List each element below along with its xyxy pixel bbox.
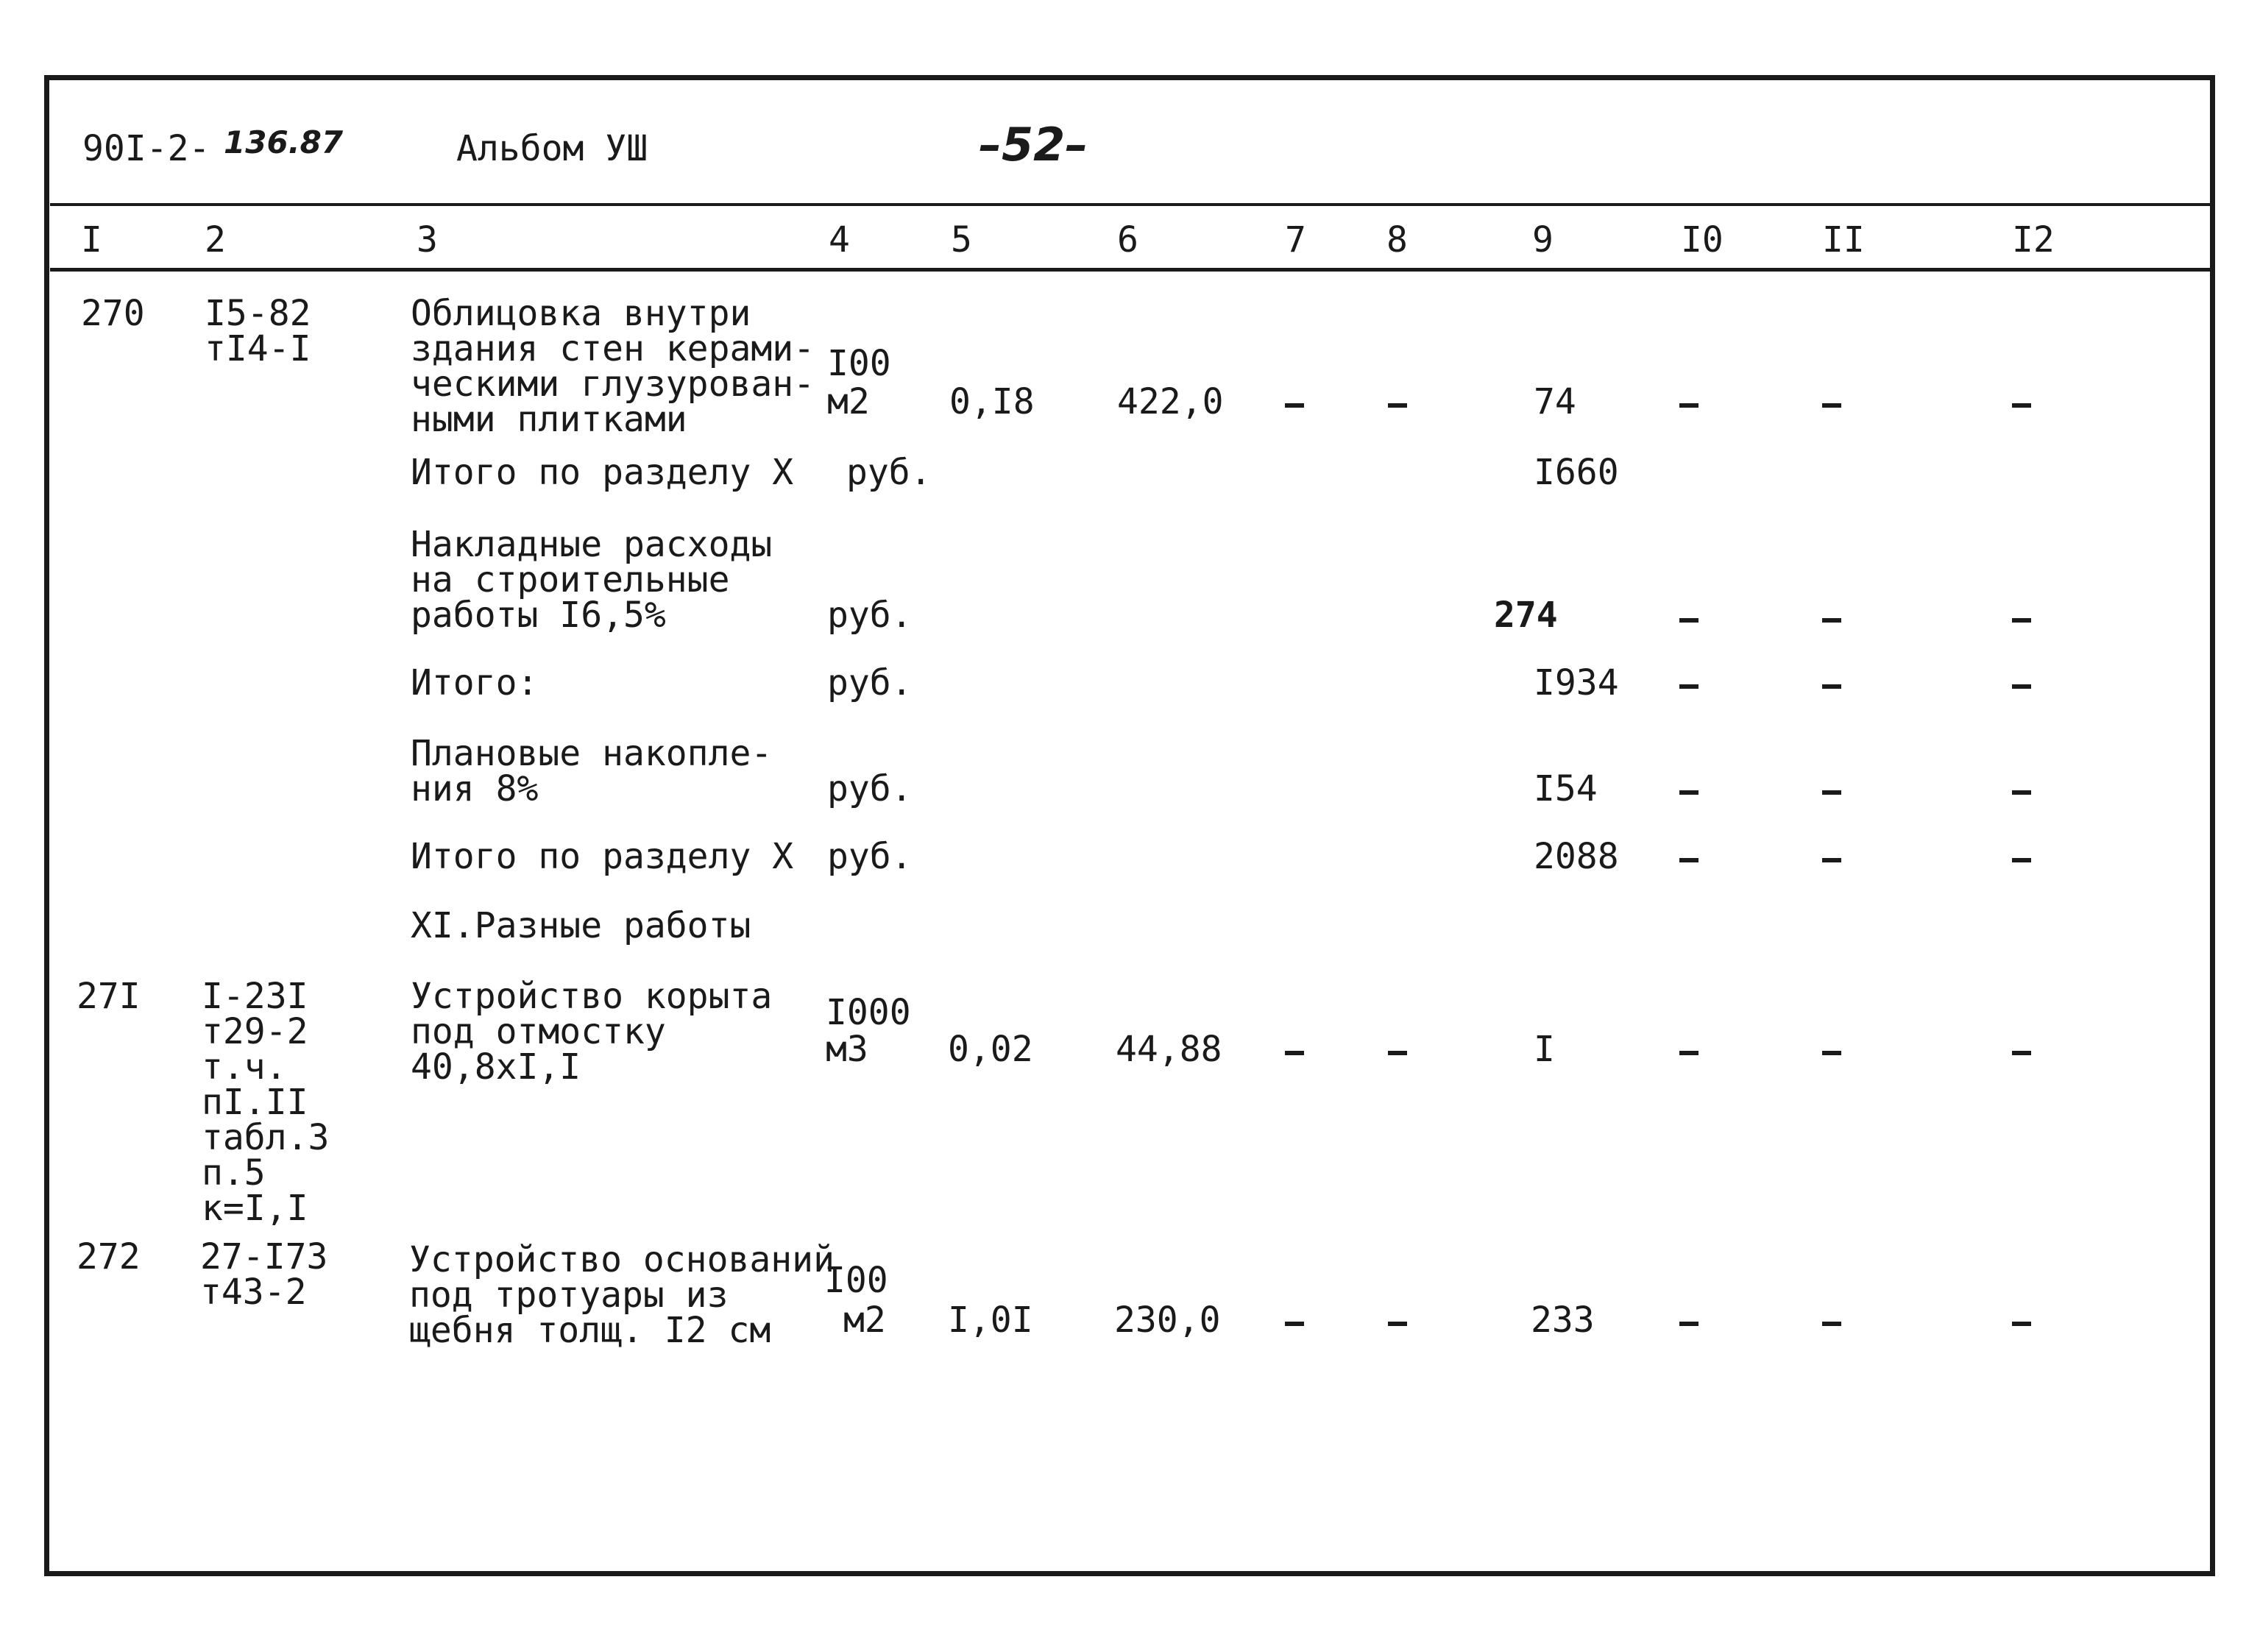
norm-code: т43-2 (200, 1272, 307, 1313)
row-number: 27I (77, 976, 141, 1017)
column-header: 8 (1386, 219, 1408, 260)
dash (1285, 1051, 1304, 1055)
unit-cost: 44,88 (1116, 1029, 1222, 1070)
dash (1822, 1322, 1841, 1326)
total-cost: 74 (1534, 381, 1576, 422)
unit: руб. (827, 836, 913, 877)
planned-savings-label: ния 8% (411, 768, 539, 809)
document-code-handwritten: 136.87 (224, 124, 344, 160)
overhead-label: на строительные (411, 559, 730, 600)
work-description: 40,8хI,I (411, 1046, 581, 1088)
total-cost: 233 (1531, 1300, 1595, 1341)
section-heading: XI.Разные работы (411, 905, 751, 946)
subtotal-label: Итого по разделу X (411, 452, 794, 493)
document-code: 90I-2- (82, 128, 210, 169)
dash (1285, 1322, 1304, 1326)
overhead-label: работы I6,5% (411, 595, 666, 636)
header-rule (50, 203, 2215, 206)
planned-savings-label: Плановые накопле- (411, 733, 773, 774)
total-cost: I54 (1534, 768, 1598, 809)
dash (1679, 1322, 1698, 1326)
dash (2012, 1322, 2031, 1326)
norm-code: 27-I73 (200, 1236, 328, 1277)
dash (2012, 790, 2031, 795)
dash (1388, 1051, 1407, 1055)
column-header: 7 (1285, 219, 1306, 260)
unit: I00 (824, 1260, 888, 1301)
column-header: 5 (951, 219, 972, 260)
quantity: 0,I8 (949, 381, 1035, 422)
page-frame (44, 75, 2215, 1576)
row-number: 270 (81, 293, 145, 334)
section-total-label: Итого по разделу X (411, 836, 794, 877)
dash (1679, 1051, 1698, 1055)
dash (1679, 618, 1698, 623)
column-header-rule (50, 268, 2215, 272)
subtotal-label: Итого: (411, 662, 539, 703)
total-cost: 2088 (1534, 836, 1619, 877)
dash (2012, 684, 2031, 689)
norm-code: к=I,I (202, 1188, 308, 1229)
column-header: 4 (829, 219, 850, 260)
unit-cost: 230,0 (1114, 1300, 1221, 1341)
dash (1679, 684, 1698, 689)
album-label: Альбом УШ (456, 128, 648, 169)
column-header: I0 (1681, 219, 1724, 260)
norm-code: I5-82 (205, 293, 311, 334)
column-header: II (1822, 219, 1865, 260)
work-description: под отмостку (411, 1011, 666, 1052)
norm-code: табл.3 (202, 1117, 330, 1158)
dash (1388, 1322, 1407, 1326)
norm-code: п.5 (202, 1152, 266, 1194)
page-number: –52– (979, 118, 1088, 171)
work-description: щебня толщ. I2 см (409, 1310, 771, 1351)
unit: руб. (827, 595, 913, 636)
column-header: 3 (417, 219, 438, 260)
column-header: 2 (205, 219, 226, 260)
work-description: ческими глузурован- (411, 364, 815, 405)
unit: руб. (827, 768, 913, 809)
dash (1679, 403, 1698, 408)
overhead-label: Накладные расходы (411, 524, 773, 565)
unit-cost: 422,0 (1117, 381, 1224, 422)
dash (1679, 858, 1698, 862)
work-description: Устройство оснований (409, 1239, 835, 1280)
dash (1822, 684, 1841, 689)
total-cost: I934 (1534, 662, 1619, 703)
unit: м3 (826, 1029, 868, 1070)
norm-code: пI.II (202, 1082, 308, 1123)
dash (1822, 403, 1841, 408)
work-description: под тротуары из (409, 1275, 729, 1316)
work-description: здания стен керами- (411, 328, 815, 369)
norm-code: I-23I (202, 976, 308, 1017)
column-header: 9 (1532, 219, 1554, 260)
total-cost: I660 (1534, 452, 1619, 493)
column-header: 6 (1117, 219, 1138, 260)
dash (2012, 1051, 2031, 1055)
column-header: I2 (2012, 219, 2055, 260)
dash (1285, 403, 1304, 408)
dash (1679, 790, 1698, 795)
norm-code: тI4-I (205, 328, 311, 369)
row-number: 272 (77, 1236, 141, 1277)
dash (2012, 618, 2031, 623)
norm-code: т.ч. (202, 1046, 287, 1088)
column-header: I (81, 219, 102, 260)
unit: руб. (846, 452, 932, 493)
total-cost: I (1534, 1029, 1555, 1070)
dash (1822, 618, 1841, 623)
dash (1822, 1051, 1841, 1055)
unit: I000 (826, 992, 911, 1033)
quantity: I,0I (948, 1300, 1033, 1341)
work-description: ными плитками (411, 399, 687, 440)
unit: руб. (827, 662, 913, 703)
unit: I00 (827, 343, 891, 384)
total-cost: 274 (1494, 595, 1558, 636)
dash (2012, 403, 2031, 408)
norm-code: т29-2 (202, 1011, 308, 1052)
work-description: Устройство корыта (411, 976, 773, 1017)
work-description: Облицовка внутри (411, 293, 751, 334)
unit: м2 (827, 381, 870, 422)
dash (1388, 403, 1407, 408)
unit: м2 (843, 1300, 886, 1341)
dash (2012, 858, 2031, 862)
dash (1822, 790, 1841, 795)
quantity: 0,02 (948, 1029, 1033, 1070)
dash (1822, 858, 1841, 862)
